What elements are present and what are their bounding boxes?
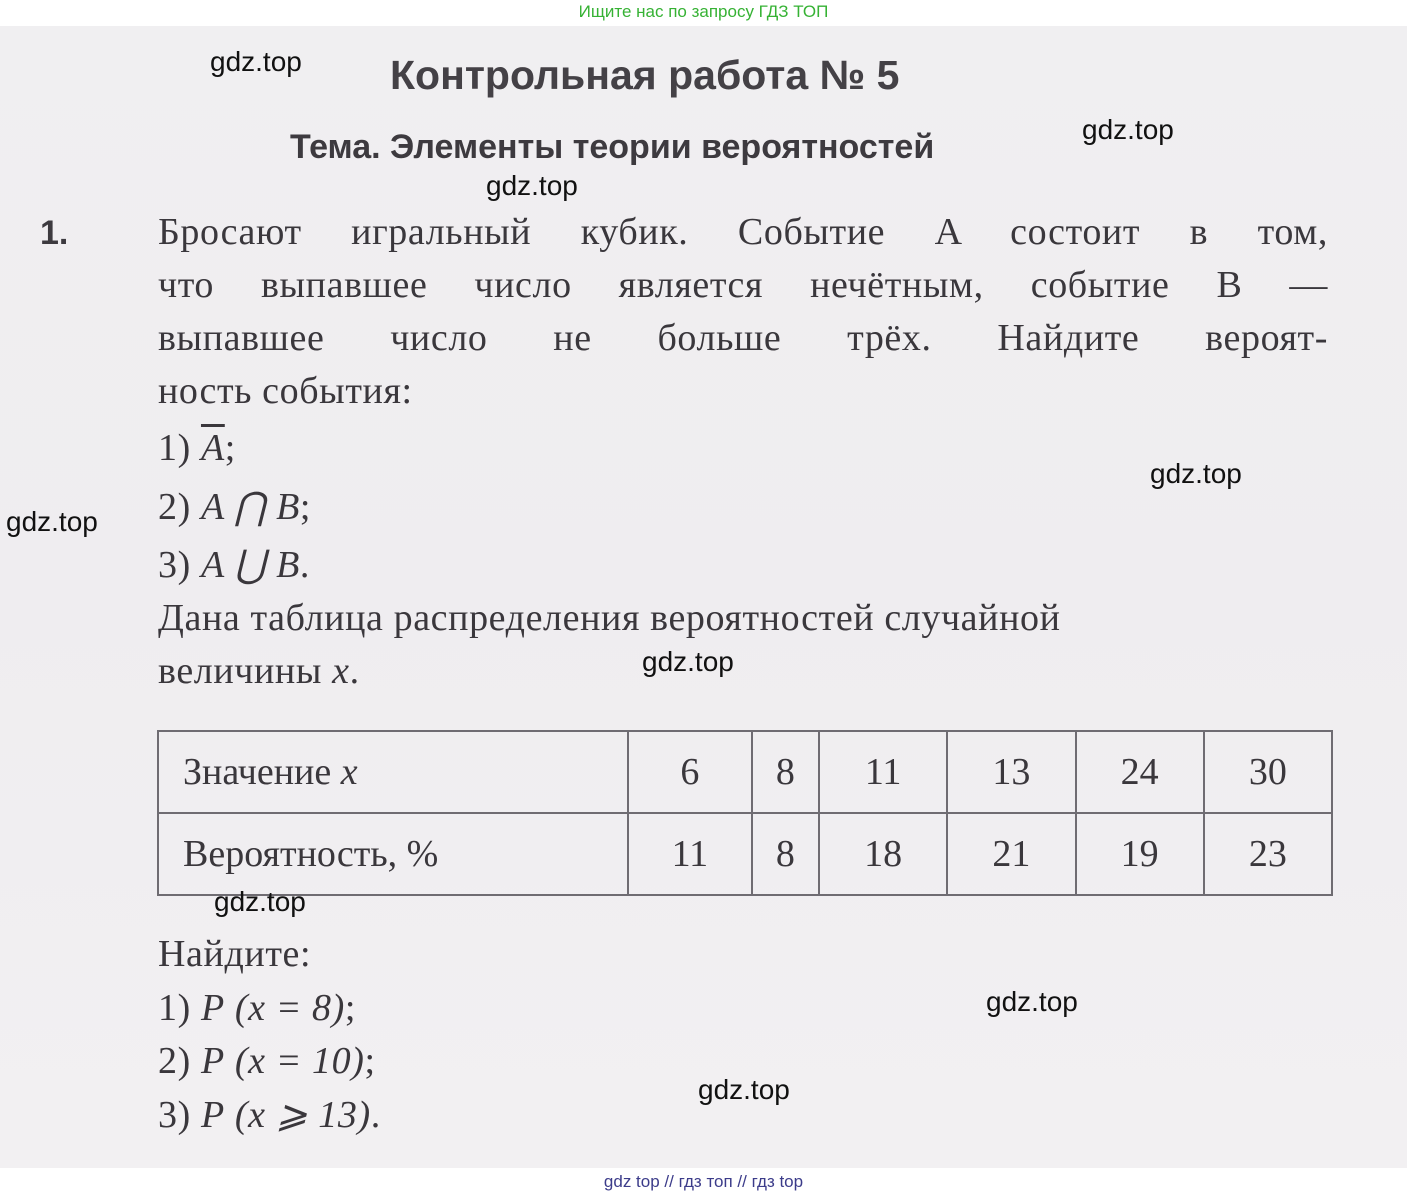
table-intro-line-1: Дана таблица распределения вероятностей случайной	[158, 597, 1061, 639]
find-item-1: 1) P (x = 8);	[158, 987, 357, 1029]
probability-cell: 8	[752, 813, 819, 895]
find-item-3: 3) P (x ⩾ 13).	[158, 1094, 381, 1136]
watermark: gdz.top	[986, 986, 1078, 1017]
problem-number: 1.	[40, 214, 69, 252]
probability-cell: 11	[628, 813, 752, 895]
probability-cell: 18	[819, 813, 947, 895]
value-cell: 30	[1204, 731, 1332, 813]
watermark: gdz.top	[698, 1074, 790, 1105]
table-row-values	[158, 731, 1332, 813]
watermark: gdz.top	[214, 886, 306, 917]
watermark: gdz.top	[486, 170, 578, 201]
page-subtitle: Тема. Элементы теории вероятностей	[290, 128, 935, 166]
values-header: Значение x	[158, 731, 628, 813]
problem-line-3: выпавшее число не больше трёх. Найдите вероят-	[158, 317, 1328, 359]
probability-cell: 21	[947, 813, 1075, 895]
problem-line-1: Бросают игральный кубик. Событие A состоит в том,	[158, 211, 1328, 253]
table-row-probabilities	[158, 813, 1332, 895]
watermark: gdz.top	[210, 46, 302, 77]
distribution-table	[157, 730, 1333, 896]
probability-cell: 23	[1204, 813, 1332, 895]
top-banner: Ищите нас по запросу ГДЗ ТОП	[578, 2, 829, 21]
value-cell: 24	[1076, 731, 1204, 813]
probability-header: Вероятность, %	[158, 813, 628, 895]
probability-cell: 19	[1076, 813, 1204, 895]
watermark: gdz.top	[1082, 114, 1174, 145]
watermark: gdz.top	[6, 506, 98, 537]
problem-line-2: что выпавшее число является нечётным, событие B —	[158, 264, 1328, 306]
find-item-2: 2) P (x = 10);	[158, 1040, 376, 1082]
value-cell: 8	[752, 731, 819, 813]
item-3: 3) A ⋃ B.	[158, 544, 310, 586]
watermark: gdz.top	[642, 646, 734, 677]
problem-line-4: ность события:	[158, 370, 413, 412]
value-cell: 13	[947, 731, 1075, 813]
watermark: gdz.top	[1150, 458, 1242, 489]
find-label: Найдите:	[158, 933, 312, 975]
page-title: Контрольная работа № 5	[390, 52, 900, 98]
item-2: 2) A ⋂ B;	[158, 486, 312, 528]
value-cell: 6	[628, 731, 752, 813]
bottom-banner: gdz top // гдз топ // гдз top	[603, 1172, 804, 1191]
value-cell: 11	[819, 731, 947, 813]
item-1: 1) $\overline{A}$;	[158, 427, 236, 469]
table-intro-line-2: величины x.	[158, 650, 360, 692]
